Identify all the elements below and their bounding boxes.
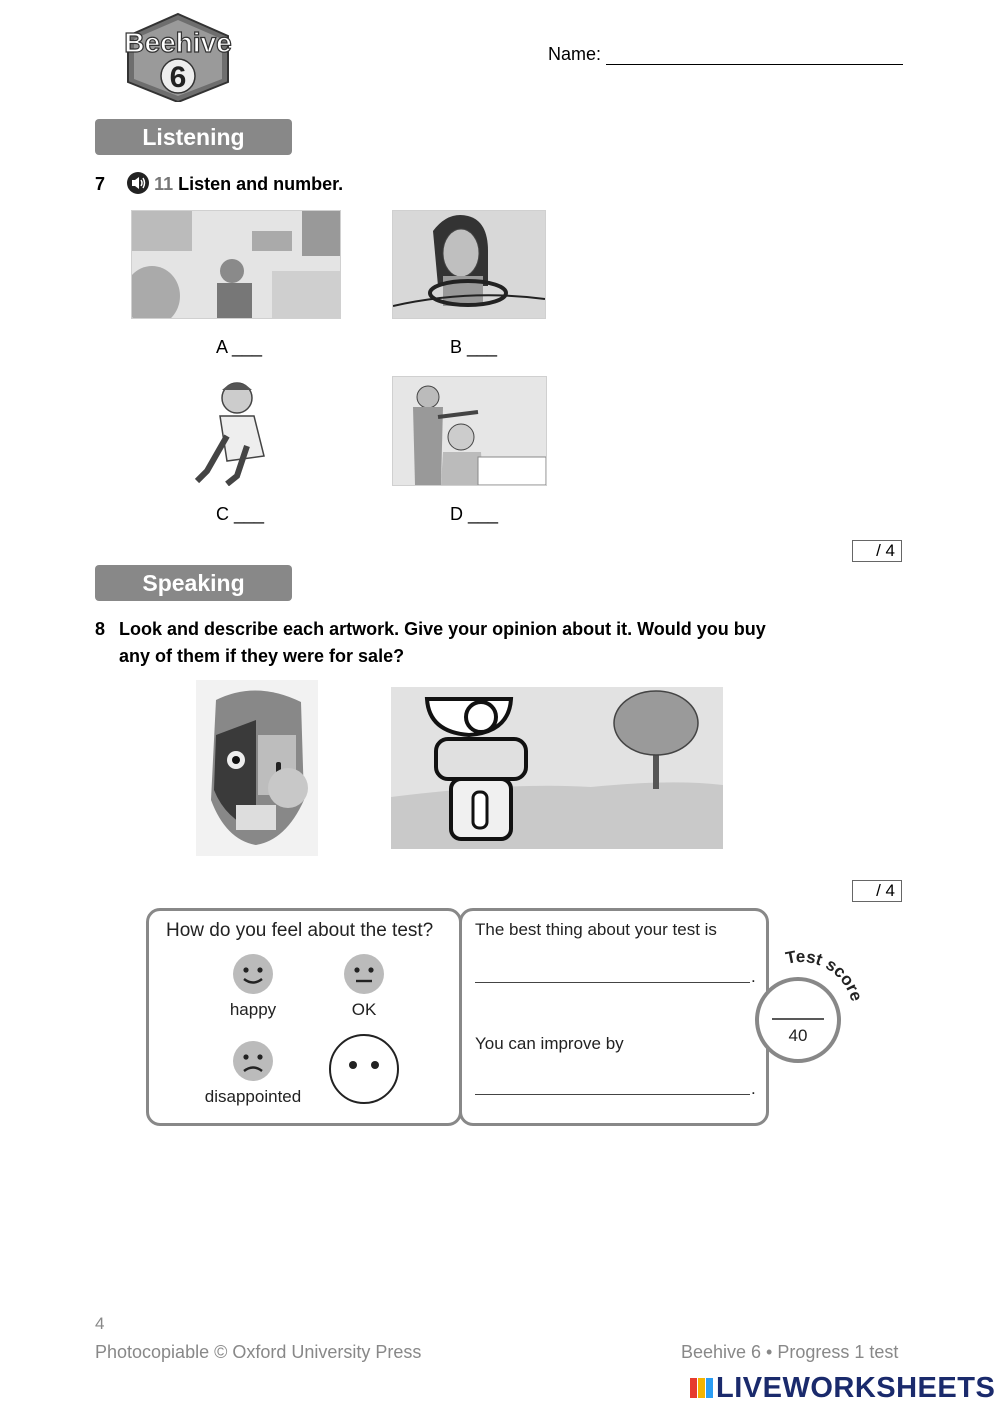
artwork-face-picture xyxy=(196,680,318,856)
question-8-number: 8 xyxy=(95,619,106,639)
speaking-score-box: / 4 xyxy=(852,880,902,902)
ok-label: OK xyxy=(351,1000,377,1019)
liveworksheets-text: LIVEWORKSHEETS xyxy=(716,1372,996,1404)
picture-c-label[interactable]: C ___ xyxy=(216,504,265,524)
picture-a xyxy=(131,210,341,319)
liveworksheets-icon xyxy=(690,1375,714,1399)
picture-b-label[interactable]: B ___ xyxy=(450,337,498,357)
liveworksheets-logo[interactable] xyxy=(690,1372,995,1405)
logo-text: Beehive xyxy=(124,27,232,58)
beehive-logo xyxy=(108,10,248,102)
speaking-section-title: Speaking xyxy=(95,565,292,601)
happy-face-icon[interactable] xyxy=(232,953,274,1000)
picture-c xyxy=(192,376,282,486)
best-thing-period: . xyxy=(751,967,756,986)
picture-d xyxy=(392,376,547,486)
listening-section-title: Listening xyxy=(95,119,292,155)
picture-a-label[interactable]: A ___ xyxy=(216,337,263,357)
feel-question: How do you feel about the test? xyxy=(166,920,434,941)
name-label: Name: xyxy=(548,44,602,64)
blank-face-icon[interactable] xyxy=(328,1033,400,1110)
artwork-sculpture-picture xyxy=(391,687,723,849)
improve-period: . xyxy=(751,1079,756,1098)
question-7 xyxy=(95,172,343,195)
best-thing-line[interactable] xyxy=(475,981,750,983)
test-score-badge xyxy=(745,948,865,1068)
best-thing-text: The best thing about your test is xyxy=(475,920,717,939)
question-number: 7 xyxy=(95,174,106,194)
test-name: Beehive 6 • Progress 1 test xyxy=(681,1342,899,1362)
logo-level: 6 xyxy=(169,61,187,94)
question-8-line1: Look and describe each artwork. Give your opinion about it. Would you buy xyxy=(119,619,766,639)
page-number: 4 xyxy=(95,1314,105,1333)
neutral-face-icon[interactable] xyxy=(343,953,385,1000)
test-score-label: Test score xyxy=(783,948,865,1004)
disappointed-label: disappointed xyxy=(204,1087,302,1106)
track-number: 11 xyxy=(154,174,174,194)
listening-score-box: / 4 xyxy=(852,540,902,562)
happy-label: happy xyxy=(229,1000,277,1019)
question-8-line2: any of them if they were for sale? xyxy=(119,646,405,666)
improve-line[interactable] xyxy=(475,1093,750,1095)
picture-b xyxy=(392,210,546,319)
copyright-text: Photocopiable © Oxford University Press xyxy=(95,1342,422,1362)
picture-d-label[interactable]: D ___ xyxy=(450,504,499,524)
audio-icon[interactable] xyxy=(127,172,149,194)
question-instruction: Listen and number. xyxy=(178,174,344,194)
name-input-line[interactable] xyxy=(606,63,903,65)
sad-face-icon[interactable] xyxy=(232,1040,274,1087)
improve-text: You can improve by xyxy=(475,1034,624,1053)
test-score-total: 40 xyxy=(788,1026,808,1045)
